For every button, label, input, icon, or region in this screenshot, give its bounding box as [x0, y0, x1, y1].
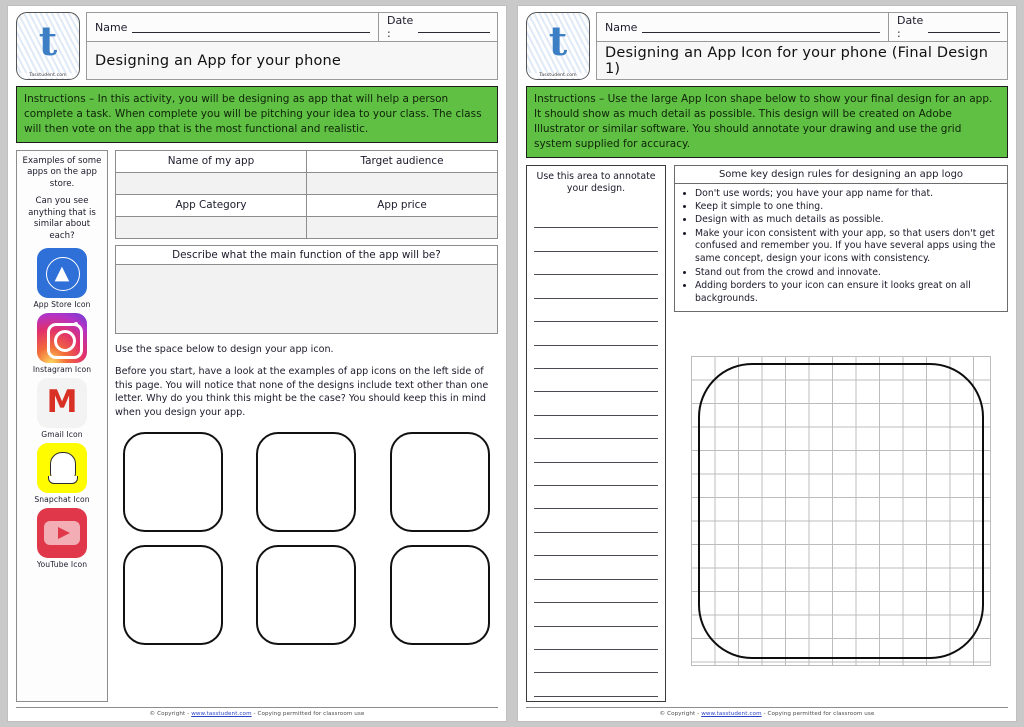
annotation-line[interactable]: [534, 275, 658, 298]
describe-function-header: Describe what the main function of the app will be?: [116, 246, 497, 265]
design-rule-item: • Adding borders to your icon can ensure it looks great on all backgrounds.: [695, 280, 999, 306]
app-example-instagram: [33, 313, 91, 374]
app-store-glyph: ▲: [54, 261, 70, 284]
annotation-line[interactable]: [534, 580, 658, 603]
icon-sketch-box[interactable]: [256, 432, 356, 532]
page2-body: [526, 165, 1008, 702]
page2-name-writing-line[interactable]: [642, 21, 880, 33]
annotation-line[interactable]: [534, 556, 658, 579]
app-examples-sidebar: [16, 150, 108, 702]
app-example-youtube: [37, 508, 87, 569]
snapchat-ghost: [50, 452, 76, 482]
annotation-line[interactable]: [534, 439, 658, 462]
app-store-icon: [37, 248, 87, 298]
annotation-line[interactable]: [534, 673, 658, 696]
annotation-line[interactable]: [534, 252, 658, 275]
describe-function-box: [115, 245, 498, 334]
page2-header-fields: [596, 12, 1008, 80]
youtube-icon: [37, 508, 87, 558]
page1-header-fields: [86, 12, 498, 80]
icon-sketch-box[interactable]: [123, 545, 223, 645]
instagram-label: Instagram Icon: [32, 365, 92, 375]
page1-main-column: [115, 150, 498, 702]
page1-footer-suffix: - Copying permitted for classroom use: [251, 711, 365, 717]
annotation-line[interactable]: [534, 369, 658, 392]
icon-sketch-grid: [115, 432, 498, 648]
annotation-line[interactable]: [534, 509, 658, 532]
gmail-label: Gmail Icon: [41, 430, 83, 440]
tasstudent-logo: [526, 12, 590, 80]
page2-footer-suffix: - Copying permitted for classroom use: [761, 711, 875, 717]
page1-instructions-banner: Instructions – In this activity, you will be designing as app that will help a person complete a task. When complete you will be pitching your idea to your class. The class will then vote on the app that is the most functional and realistic.: [16, 86, 498, 143]
youtube-play-triangle: [58, 527, 70, 539]
logo-caption: Tasstudent.com: [527, 73, 589, 78]
annotation-line[interactable]: [534, 228, 658, 251]
annotation-line[interactable]: [534, 346, 658, 369]
page2-name-date-row: [597, 13, 1007, 42]
final-design-canvas[interactable]: [691, 356, 991, 666]
worksheet-page-2: [518, 6, 1016, 721]
table-header-row-2: [116, 194, 498, 216]
annotation-line[interactable]: [534, 322, 658, 345]
page1-name-date-row: [87, 13, 497, 42]
annotation-line[interactable]: [534, 533, 658, 556]
describe-function-answer-area[interactable]: [116, 265, 497, 333]
annotation-line[interactable]: [534, 486, 658, 509]
gmail-icon: [37, 378, 87, 428]
logo-letter: t: [548, 18, 568, 65]
page2-date-writing-line[interactable]: [928, 21, 1000, 33]
page1-footer-prefix: © Copyright -: [149, 711, 192, 717]
header-app-name: Name of my app: [116, 150, 307, 172]
instagram-icon: [37, 313, 87, 363]
sidebar-intro-1: Examples of some apps on the app store.: [22, 155, 102, 189]
annotation-line[interactable]: [534, 416, 658, 439]
design-rule-item: • Make your icon consistent with your app, so that users don't get confused and remember you. If you have several apps using the same concept, design your icons with consistency.: [695, 228, 999, 266]
page1-date-writing-line[interactable]: [418, 21, 490, 33]
final-design-canvas-wrap: [674, 312, 1008, 702]
design-icon-prompt: Use the space below to design your app icon.: [115, 343, 334, 355]
design-rules-box: [674, 165, 1008, 312]
answer-app-name[interactable]: [116, 172, 307, 194]
answer-app-price[interactable]: [307, 216, 498, 238]
page1-date-label: Date :: [387, 14, 414, 40]
page1-name-label: Name: [95, 20, 128, 34]
page2-footer-link[interactable]: www.tasstudent.com: [701, 711, 762, 717]
annotation-line[interactable]: [534, 603, 658, 626]
answer-app-category[interactable]: [116, 216, 307, 238]
table-answer-row-2: [116, 216, 498, 238]
icon-sketch-box[interactable]: [256, 545, 356, 645]
design-rules-list: [675, 184, 1007, 311]
app-example-gmail: [37, 378, 87, 439]
annotation-line[interactable]: [534, 299, 658, 322]
annotation-line[interactable]: [534, 627, 658, 650]
snapchat-label: Snapchat Icon: [34, 495, 90, 505]
youtube-label: YouTube Icon: [36, 560, 88, 570]
app-store-label: App Store Icon: [33, 300, 91, 310]
page2-name-field[interactable]: [597, 13, 889, 41]
header-app-category: App Category: [116, 194, 307, 216]
header-target-audience: Target audience: [307, 150, 498, 172]
app-details-table: [115, 150, 498, 239]
design-icon-explanation: Before you start, have a look at the examples of app icons on the left side of this page. You will notice that none of the designs include text other than one letter. Why do you think this might be the case? You should keep this in mind when you design your app.: [115, 365, 489, 419]
page1-date-field[interactable]: [379, 13, 497, 41]
app-example-snapchat: [34, 443, 89, 504]
page2-instructions-banner: Instructions – Use the large App Icon shape below to show your final design for an app. It should show as much detail as possible. This design will be created on Adobe Illustrator or similar software. You should annotate your drawing and use the grid system supplied for accuracy.: [526, 86, 1008, 158]
page2-title: Designing an App Icon for your phone (Final Design 1): [597, 42, 1007, 79]
page1-body: [16, 150, 498, 702]
icon-sketch-box[interactable]: [390, 432, 490, 532]
design-rule-item: • Keep it simple to one thing.: [695, 201, 999, 214]
table-header-row-1: [116, 150, 498, 172]
page2-main-column: [674, 165, 1008, 702]
page2-header: [526, 12, 1008, 80]
icon-sketch-box[interactable]: [123, 432, 223, 532]
page1-header: [16, 12, 498, 80]
design-rules-header: Some key design rules for designing an app logo: [675, 166, 1007, 184]
tasstudent-logo: [16, 12, 80, 80]
header-app-price: App price: [307, 194, 498, 216]
worksheet-page-1: [8, 6, 506, 721]
annotation-line[interactable]: [534, 392, 658, 415]
page2-name-label: Name: [605, 20, 638, 34]
app-example-app-store: [33, 248, 90, 309]
page2-footer: [526, 707, 1008, 721]
gmail-m-glyph: M: [46, 383, 78, 420]
page2-date-label: Date :: [897, 14, 924, 40]
page1-footer-link[interactable]: www.tasstudent.com: [191, 711, 252, 717]
page1-title: Designing an App for your phone: [87, 42, 497, 79]
logo-caption: Tasstudent.com: [17, 73, 79, 78]
design-rule-item: • Stand out from the crowd and innovate.: [695, 267, 999, 280]
annotation-line[interactable]: [534, 650, 658, 673]
answer-target-audience[interactable]: [307, 172, 498, 194]
annotation-line[interactable]: [534, 463, 658, 486]
design-grid-overlay: [691, 356, 991, 666]
design-rule-item: • Design with as much details as possible.: [695, 214, 999, 227]
annotation-lines: [534, 205, 658, 697]
design-rule-item: • Don't use words; you have your app name for that.: [695, 188, 999, 201]
snapchat-icon: [37, 443, 87, 493]
annotation-title: Use this area to annotate your design.: [536, 170, 656, 195]
page2-footer-prefix: © Copyright -: [659, 711, 702, 717]
icon-sketch-box[interactable]: [390, 545, 490, 645]
logo-letter: t: [38, 18, 58, 65]
annotation-panel: [526, 165, 666, 702]
page1-footer: [16, 707, 498, 721]
page1-name-field[interactable]: [87, 13, 379, 41]
sidebar-intro-2: Can you see anything that is similar about each?: [28, 196, 96, 241]
table-answer-row-1: [116, 172, 498, 194]
annotation-line[interactable]: [534, 205, 658, 228]
page2-date-field[interactable]: [889, 13, 1007, 41]
page1-name-writing-line[interactable]: [132, 21, 370, 33]
